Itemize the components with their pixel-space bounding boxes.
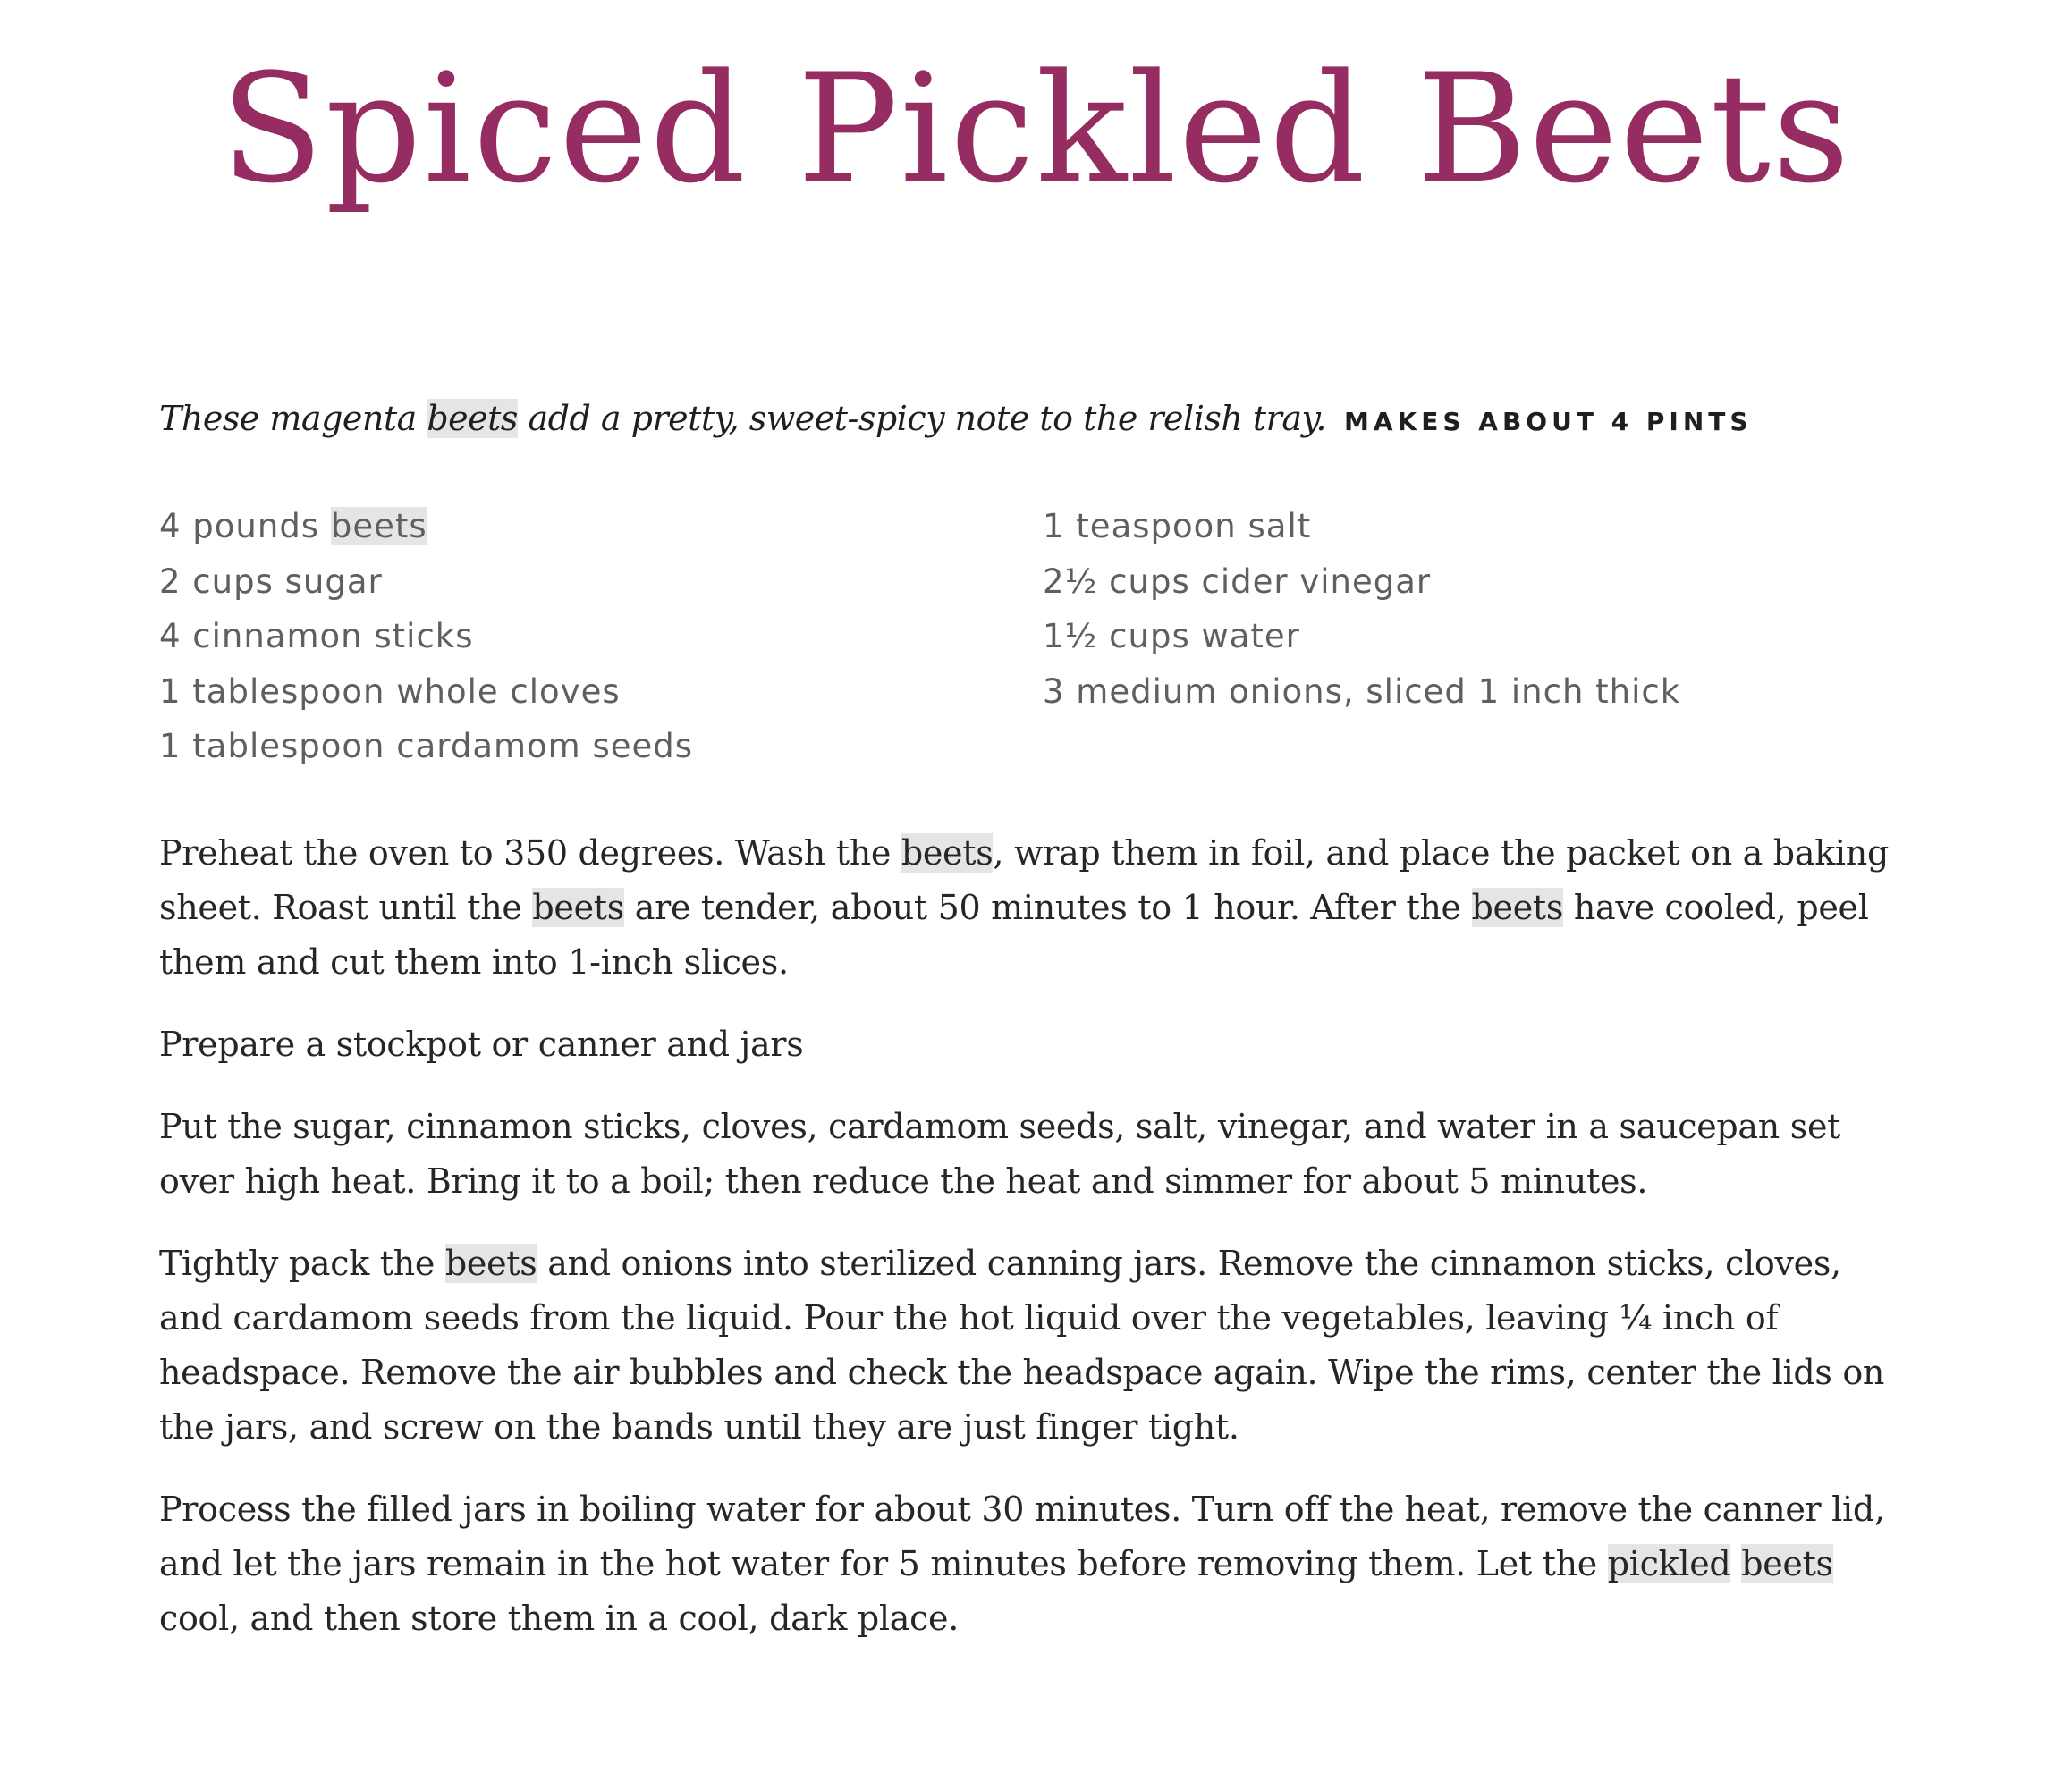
ingredient-item: 1 tablespoon cardamom seeds [159, 727, 694, 765]
instruction-step: Prepare a stockpot or canner and jars [159, 1025, 804, 1064]
ingredient-text: 4 pounds [159, 507, 331, 545]
highlighted-word: pickled [1607, 1544, 1731, 1583]
intro-text-start: These magenta [159, 399, 427, 438]
recipe-yield: MAKES ABOUT 4 PINTS [1344, 407, 1753, 436]
intro-text [159, 399, 1326, 438]
instruction-step: Put the sugar, cinnamon sticks, cloves, cardamom seeds, salt, vinegar, and water in a saucepan set over high heat. Bring it to a boil; then reduce the heat and simmer for about 5 minutes. [159, 1107, 1841, 1201]
highlighted-word: beets [1471, 888, 1564, 927]
ingredient-item: 4 cinnamon sticks [159, 617, 474, 655]
ingredient-item: 2 cups sugar [159, 561, 383, 601]
recipe-intro [159, 392, 1912, 453]
recipe-title: Spiced Pickled Beets [220, 41, 1852, 216]
highlighted-word: beets [1741, 1544, 1833, 1583]
recipe-instructions [159, 826, 1894, 1674]
intro-text-end: add a pretty, sweet-spicy note to the relish tray. [517, 399, 1326, 438]
ingredient-item: 1 teaspoon salt [1043, 507, 1312, 545]
instruction-step: Tightly pack the beets and onions into sterilized canning jars. Remove the cinnamon sticks, cloves, and cardamom seeds from the liquid. Pour the hot liquid over the vegetables, leaving ¼ inch of headspace. Remove the air bubbles and check the headspace again. Wipe the rims, center the lids on the jars, and screw on the bands until they are just finger tight. [159, 1244, 1885, 1447]
highlighted-word: beets [427, 399, 518, 438]
ingredient-item: 1 tablespoon whole cloves [159, 671, 621, 711]
ingredient-item: 3 medium onions, sliced 1 inch thick [1043, 671, 1681, 711]
instruction-step: Preheat the oven to 350 degrees. Wash the beets, wrap them in foil, and place the packet on a baking sheet. Roast until the beets are tender, about 50 minutes to 1 hour. After the beets have cooled, peel them and cut them into 1-inch slices. [159, 833, 1889, 982]
ingredient-item: 1½ cups water [1043, 617, 1300, 655]
highlighted-word: beets [330, 507, 427, 545]
highlighted-word: beets [901, 833, 994, 873]
highlighted-word: beets [444, 1244, 537, 1283]
instruction-step: Process the filled jars in boiling water for about 30 minutes. Turn off the heat, remove the canner lid, and let the jars remain in the hot water for 5 minutes before removing them. Let the pickled beets cool, and then store them in a cool, dark place. [159, 1490, 1885, 1638]
highlighted-word: beets [532, 888, 624, 927]
ingredient-item [159, 499, 964, 554]
ingredient-list-right [1043, 499, 1848, 719]
ingredient-list-left [159, 499, 964, 774]
ingredient-item: 2½ cups cider vinegar [1043, 561, 1432, 601]
